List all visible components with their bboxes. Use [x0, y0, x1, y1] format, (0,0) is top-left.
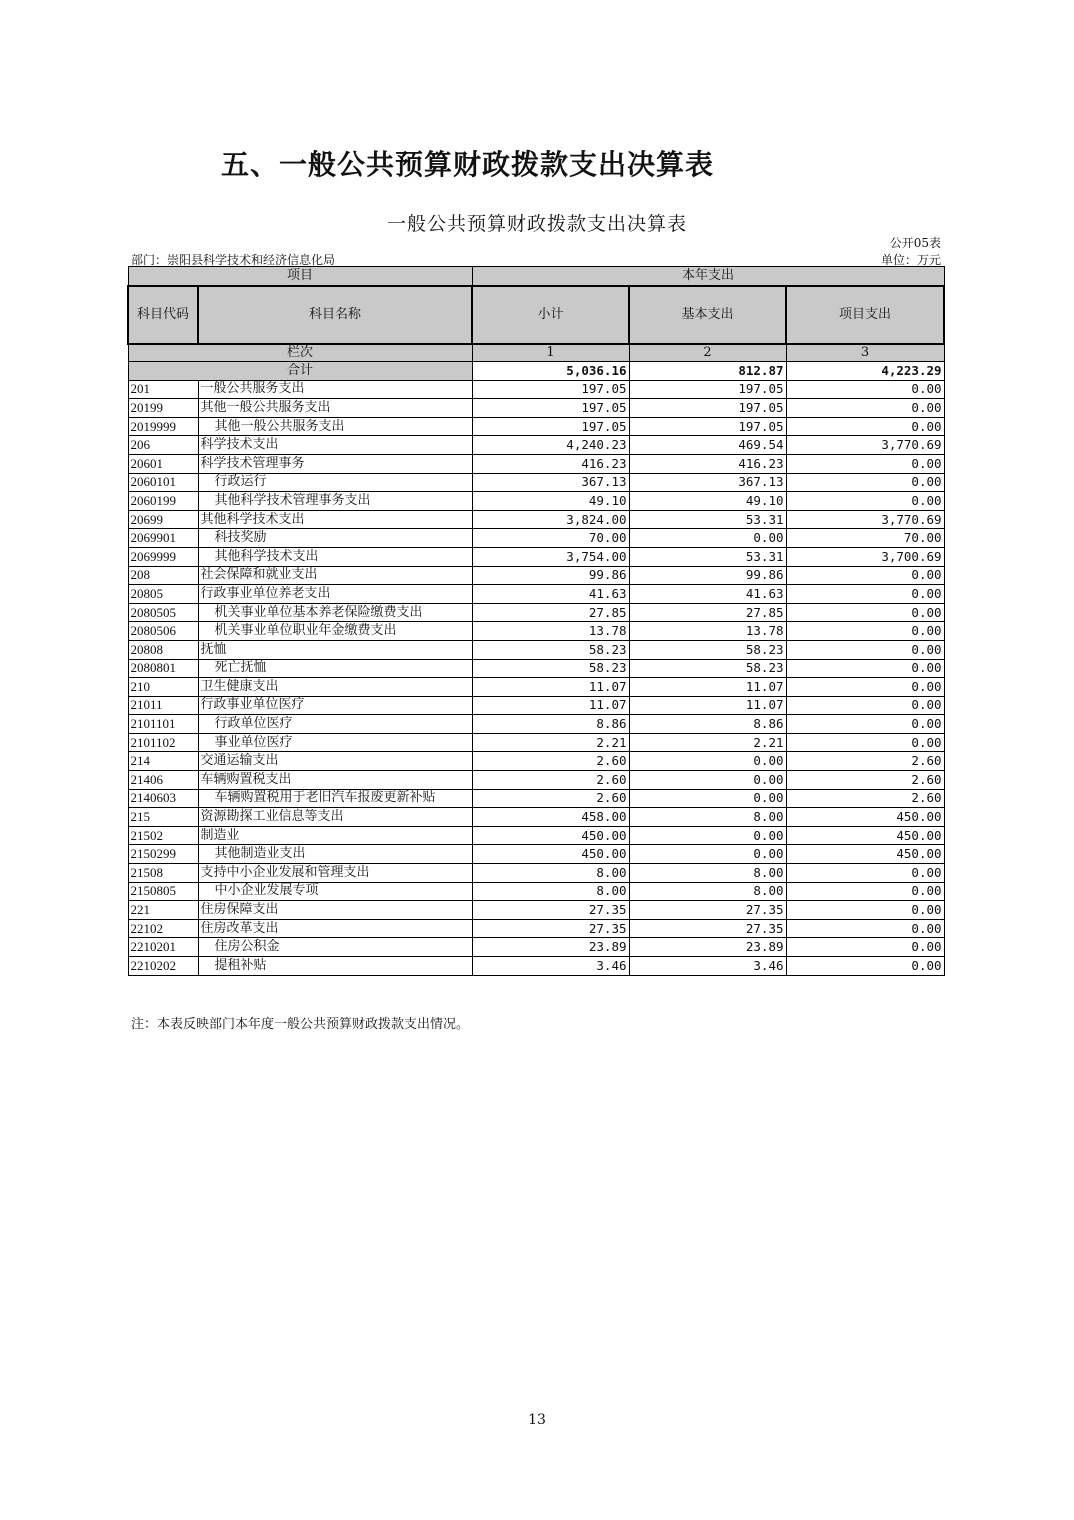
header-basic: 基本支出: [629, 286, 786, 344]
row-name: 其他科学技术管理事务支出: [198, 492, 472, 511]
row-basic: 8.00: [629, 808, 786, 827]
row-subtotal: 49.10: [472, 492, 629, 511]
row-project: 0.00: [786, 417, 944, 436]
row-project: 0.00: [786, 640, 944, 659]
table-row: [128, 808, 944, 827]
row-project: 0.00: [786, 901, 944, 920]
table-row: [128, 622, 944, 641]
row-project: 0.00: [786, 380, 944, 399]
row-project: 0.00: [786, 864, 944, 883]
row-basic: 197.05: [629, 399, 786, 418]
row-code: 221: [128, 901, 198, 920]
table-row: [128, 882, 944, 901]
row-project: 2.60: [786, 789, 944, 808]
row-code: 2069999: [128, 547, 198, 566]
row-subtotal: 367.13: [472, 473, 629, 492]
row-subtotal: 8.86: [472, 715, 629, 734]
row-subtotal: 416.23: [472, 454, 629, 473]
table-row: [128, 492, 944, 511]
row-subtotal: 2.60: [472, 789, 629, 808]
row-code: 21011: [128, 696, 198, 715]
header-group-row: [128, 267, 944, 286]
row-name: 抚恤: [198, 640, 472, 659]
row-name: 科学技术支出: [198, 436, 472, 455]
table-row: [128, 752, 944, 771]
row-subtotal: 4,240.23: [472, 436, 629, 455]
row-code: 2080505: [128, 603, 198, 622]
row-code: 2150299: [128, 845, 198, 864]
row-basic: 0.00: [629, 752, 786, 771]
row-basic: 469.54: [629, 436, 786, 455]
row-basic: 27.35: [629, 901, 786, 920]
table-row: [128, 436, 944, 455]
row-subtotal: 3,754.00: [472, 547, 629, 566]
row-name: 行政事业单位医疗: [198, 696, 472, 715]
row-name: 机关事业单位基本养老保险缴费支出: [198, 603, 472, 622]
row-project: 0.00: [786, 957, 944, 976]
row-basic: 0.00: [629, 826, 786, 845]
row-name: 住房公积金: [198, 938, 472, 957]
row-subtotal: 8.00: [472, 864, 629, 883]
row-subtotal: 11.07: [472, 696, 629, 715]
row-name: 其他科学技术支出: [198, 510, 472, 529]
row-name: 中小企业发展专项: [198, 882, 472, 901]
column-index-label: 栏次: [128, 344, 472, 362]
table-row: [128, 678, 944, 697]
row-basic: 8.00: [629, 864, 786, 883]
row-name: 死亡抚恤: [198, 659, 472, 678]
row-code: 2060199: [128, 492, 198, 511]
table-row: [128, 715, 944, 734]
row-project: 0.00: [786, 492, 944, 511]
row-code: 2060101: [128, 473, 198, 492]
row-name: 住房保障支出: [198, 901, 472, 920]
table-row: [128, 771, 944, 790]
row-subtotal: 13.78: [472, 622, 629, 641]
header-code: 科目代码: [128, 286, 198, 344]
row-subtotal: 8.00: [472, 882, 629, 901]
row-basic: 0.00: [629, 845, 786, 864]
row-subtotal: 41.63: [472, 585, 629, 604]
header-column-row: [128, 286, 944, 344]
row-project: 2.60: [786, 752, 944, 771]
row-basic: 53.31: [629, 510, 786, 529]
unit-label: 单位：万元: [880, 253, 941, 267]
row-code: 215: [128, 808, 198, 827]
row-basic: 58.23: [629, 640, 786, 659]
row-code: 2210201: [128, 938, 198, 957]
column-index-3: 3: [786, 344, 944, 362]
row-project: 3,770.69: [786, 436, 944, 455]
row-name: 住房改革支出: [198, 919, 472, 938]
table-row: [128, 826, 944, 845]
row-code: 2150805: [128, 882, 198, 901]
total-basic: 812.87: [629, 362, 786, 381]
row-subtotal: 11.07: [472, 678, 629, 697]
row-name: 社会保障和就业支出: [198, 566, 472, 585]
row-name: 其他一般公共服务支出: [198, 399, 472, 418]
row-project: 450.00: [786, 826, 944, 845]
budget-table: [127, 266, 945, 976]
row-name: 一般公共服务支出: [198, 380, 472, 399]
row-code: 208: [128, 566, 198, 585]
budget-table-body: [128, 267, 944, 976]
row-subtotal: 2.60: [472, 771, 629, 790]
row-basic: 13.78: [629, 622, 786, 641]
row-project: 0.00: [786, 659, 944, 678]
row-project: 0.00: [786, 919, 944, 938]
row-subtotal: 3,824.00: [472, 510, 629, 529]
row-code: 206: [128, 436, 198, 455]
row-basic: 11.07: [629, 696, 786, 715]
column-index-2: 2: [629, 344, 786, 362]
row-name: 行政事业单位养老支出: [198, 585, 472, 604]
row-basic: 41.63: [629, 585, 786, 604]
table-row: [128, 901, 944, 920]
row-basic: 58.23: [629, 659, 786, 678]
form-number: 公开05表: [889, 236, 941, 250]
table-row: [128, 510, 944, 529]
row-project: 0.00: [786, 733, 944, 752]
row-project: 3,700.69: [786, 547, 944, 566]
table-row: [128, 566, 944, 585]
total-row: [128, 362, 944, 381]
table-row: [128, 380, 944, 399]
table-row: [128, 473, 944, 492]
row-project: 0.00: [786, 696, 944, 715]
table-row: [128, 845, 944, 864]
row-project: 0.00: [786, 622, 944, 641]
row-name: 科学技术管理事务: [198, 454, 472, 473]
row-subtotal: 27.35: [472, 919, 629, 938]
row-name: 其他科学技术支出: [198, 547, 472, 566]
department-label: 部门：崇阳县科学技术和经济信息化局: [131, 253, 336, 267]
row-subtotal: 197.05: [472, 399, 629, 418]
row-project: 70.00: [786, 529, 944, 548]
page-number: 13: [528, 1412, 546, 1428]
row-project: 0.00: [786, 603, 944, 622]
table-row: [128, 547, 944, 566]
row-basic: 2.21: [629, 733, 786, 752]
row-subtotal: 70.00: [472, 529, 629, 548]
column-index-row: [128, 344, 944, 362]
row-code: 2080506: [128, 622, 198, 641]
row-project: 0.00: [786, 473, 944, 492]
row-name: 行政单位医疗: [198, 715, 472, 734]
row-code: 2140603: [128, 789, 198, 808]
row-basic: 23.89: [629, 938, 786, 957]
page-heading: 五、一般公共预算财政拨款支出决算表: [221, 148, 715, 181]
row-name: 卫生健康支出: [198, 678, 472, 697]
row-basic: 3.46: [629, 957, 786, 976]
row-project: 0.00: [786, 454, 944, 473]
row-basic: 53.31: [629, 547, 786, 566]
row-project: 0.00: [786, 399, 944, 418]
table-title: 一般公共预算财政拨款支出决算表: [386, 213, 687, 235]
row-basic: 367.13: [629, 473, 786, 492]
row-name: 事业单位医疗: [198, 733, 472, 752]
row-code: 201: [128, 380, 198, 399]
row-name: 提租补贴: [198, 957, 472, 976]
row-code: 20808: [128, 640, 198, 659]
row-name: 机关事业单位职业年金缴费支出: [198, 622, 472, 641]
row-name: 车辆购置税支出: [198, 771, 472, 790]
row-subtotal: 450.00: [472, 845, 629, 864]
row-project: 0.00: [786, 882, 944, 901]
row-basic: 11.07: [629, 678, 786, 697]
row-basic: 0.00: [629, 529, 786, 548]
row-code: 210: [128, 678, 198, 697]
row-subtotal: 3.46: [472, 957, 629, 976]
row-basic: 8.00: [629, 882, 786, 901]
row-basic: 0.00: [629, 789, 786, 808]
row-code: 21508: [128, 864, 198, 883]
row-project: 0.00: [786, 938, 944, 957]
row-name: 行政运行: [198, 473, 472, 492]
header-name: 科目名称: [198, 286, 472, 344]
row-subtotal: 58.23: [472, 659, 629, 678]
row-basic: 27.35: [629, 919, 786, 938]
row-name: 其他制造业支出: [198, 845, 472, 864]
table-row: [128, 585, 944, 604]
column-index-1: 1: [472, 344, 629, 362]
table-row: [128, 603, 944, 622]
table-row: [128, 454, 944, 473]
row-subtotal: 458.00: [472, 808, 629, 827]
row-name: 科技奖励: [198, 529, 472, 548]
header-subtotal: 小计: [472, 286, 629, 344]
row-name: 车辆购置税用于老旧汽车报废更新补贴: [198, 789, 472, 808]
row-basic: 8.86: [629, 715, 786, 734]
row-code: 2210202: [128, 957, 198, 976]
row-name: 支持中小企业发展和管理支出: [198, 864, 472, 883]
table-row: [128, 399, 944, 418]
row-basic: 0.00: [629, 771, 786, 790]
row-project: 3,770.69: [786, 510, 944, 529]
row-project: 0.00: [786, 715, 944, 734]
table-row: [128, 957, 944, 976]
table-row: [128, 659, 944, 678]
row-code: 20699: [128, 510, 198, 529]
row-subtotal: 197.05: [472, 417, 629, 436]
row-project: 0.00: [786, 566, 944, 585]
row-code: 20199: [128, 399, 198, 418]
row-name: 制造业: [198, 826, 472, 845]
row-subtotal: 27.85: [472, 603, 629, 622]
row-basic: 49.10: [629, 492, 786, 511]
row-subtotal: 23.89: [472, 938, 629, 957]
row-name: 其他一般公共服务支出: [198, 417, 472, 436]
row-code: 20601: [128, 454, 198, 473]
row-subtotal: 2.60: [472, 752, 629, 771]
table-row: [128, 733, 944, 752]
total-project: 4,223.29: [786, 362, 944, 381]
total-label: 合计: [128, 362, 472, 381]
row-project: 0.00: [786, 678, 944, 697]
header-project: 项目支出: [786, 286, 944, 344]
total-subtotal: 5,036.16: [472, 362, 629, 381]
row-subtotal: 450.00: [472, 826, 629, 845]
row-project: 450.00: [786, 845, 944, 864]
row-code: 22102: [128, 919, 198, 938]
table-row: [128, 864, 944, 883]
table-row: [128, 789, 944, 808]
row-basic: 27.85: [629, 603, 786, 622]
table-row: [128, 938, 944, 957]
row-subtotal: 2.21: [472, 733, 629, 752]
row-subtotal: 58.23: [472, 640, 629, 659]
table-note: 注：本表反映部门本年度一般公共预算财政拨款支出情况。: [131, 1017, 470, 1032]
row-code: 2080801: [128, 659, 198, 678]
row-subtotal: 99.86: [472, 566, 629, 585]
row-project: 450.00: [786, 808, 944, 827]
table-row: [128, 640, 944, 659]
row-name: 资源勘探工业信息等支出: [198, 808, 472, 827]
row-code: 20805: [128, 585, 198, 604]
row-code: 21406: [128, 771, 198, 790]
row-basic: 99.86: [629, 566, 786, 585]
table-row: [128, 417, 944, 436]
row-basic: 416.23: [629, 454, 786, 473]
header-project-group: 项目: [128, 267, 472, 286]
table-row: [128, 529, 944, 548]
table-row: [128, 919, 944, 938]
row-subtotal: 197.05: [472, 380, 629, 399]
table-row: [128, 696, 944, 715]
row-code: 21502: [128, 826, 198, 845]
row-code: 2101102: [128, 733, 198, 752]
row-name: 交通运输支出: [198, 752, 472, 771]
row-basic: 197.05: [629, 380, 786, 399]
row-code: 214: [128, 752, 198, 771]
header-current-year-group: 本年支出: [472, 267, 944, 286]
row-basic: 197.05: [629, 417, 786, 436]
row-project: 2.60: [786, 771, 944, 790]
row-subtotal: 27.35: [472, 901, 629, 920]
row-code: 2019999: [128, 417, 198, 436]
row-project: 0.00: [786, 585, 944, 604]
row-code: 2069901: [128, 529, 198, 548]
row-code: 2101101: [128, 715, 198, 734]
